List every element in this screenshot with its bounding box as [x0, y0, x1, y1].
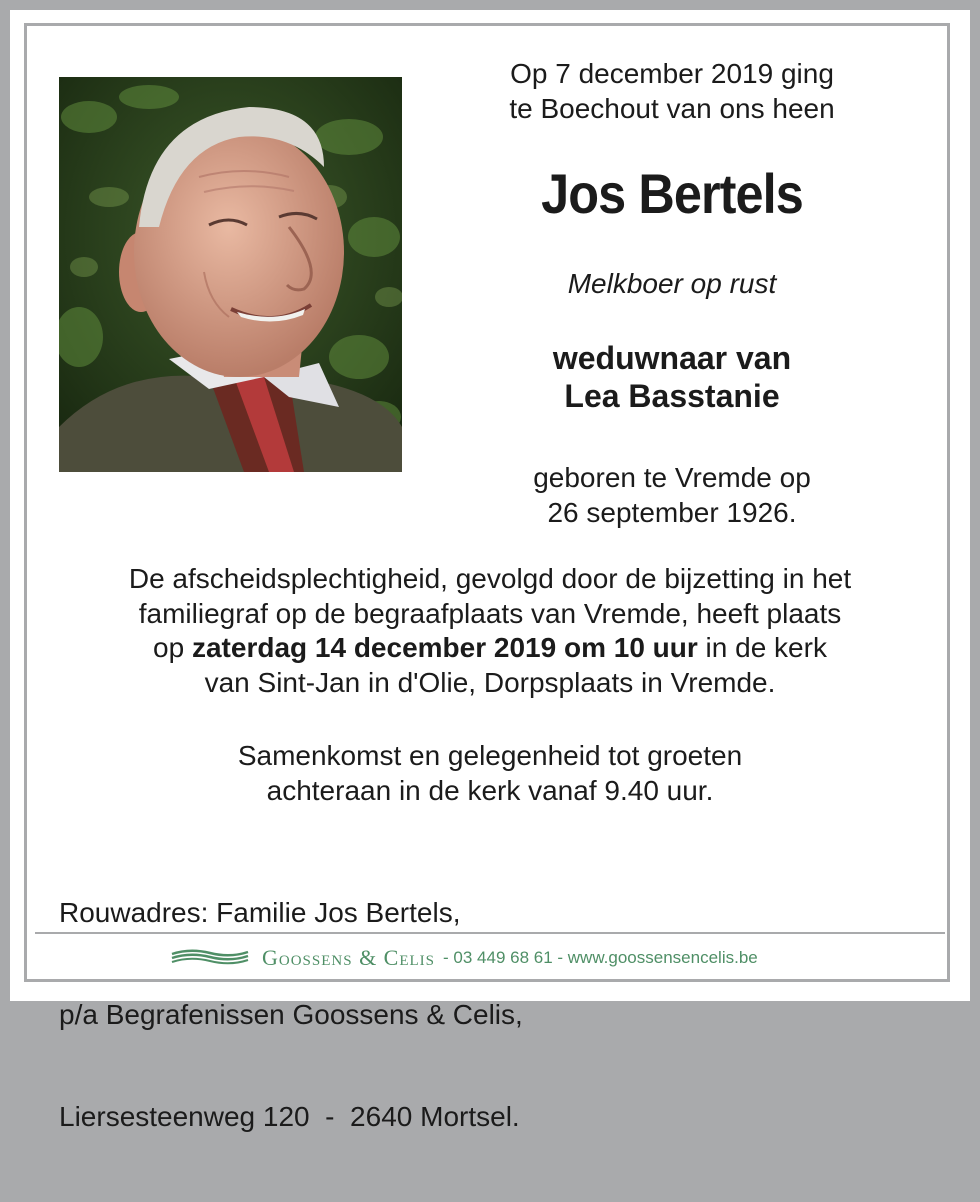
gathering-info	[30, 738, 950, 808]
widower-of	[412, 339, 932, 415]
address-line-2: p/a Begrafenissen Goossens & Celis,	[59, 999, 523, 1030]
widower-line-1: weduwnaar van	[552, 340, 792, 376]
ceremony-line-3-pre: op	[153, 632, 192, 663]
death-notice-intro	[412, 56, 932, 126]
address-line-3: Liersesteenweg 120 - 2640 Mortsel.	[59, 1101, 520, 1132]
footer-divider	[35, 932, 945, 934]
address-line-1: Rouwadres: Familie Jos Bertels,	[59, 897, 461, 928]
funeral-home-footer	[170, 943, 758, 973]
funeral-home-name: Goossens & Celis	[262, 945, 436, 970]
ceremony-info	[30, 562, 950, 700]
birth-info	[412, 460, 932, 530]
deceased-name: Jos Bertels	[541, 162, 803, 225]
born-line-1: geboren te Vremde op	[533, 462, 811, 493]
funeral-home-contact[interactable]: - 03 449 68 61 - www.goossensencelis.be	[443, 948, 758, 967]
ceremony-line-4: van Sint-Jan in d'Olie, Dorpsplaats in Vremde.	[204, 666, 776, 698]
intro-line-1: Op 7 december 2019 ging	[510, 58, 834, 89]
ceremony-line-1: De afscheidsplechtigheid, gevolgd door de bijzetting in het	[128, 563, 852, 594]
obituary-card	[10, 10, 970, 1132]
ceremony-line-3-post: in de kerk	[697, 632, 827, 663]
waves-logo-icon	[170, 946, 250, 971]
widower-line-2: Lea Basstanie	[564, 378, 780, 414]
portrait-photo	[59, 77, 402, 472]
occupation: Melkboer op rust	[567, 268, 777, 299]
ceremony-line-3	[30, 631, 950, 666]
gathering-line-2: achteraan in de kerk vanaf 9.40 uur.	[266, 775, 714, 806]
gathering-line-1: Samenkomst en gelegenheid tot groeten	[237, 740, 743, 771]
born-line-2: 26 september 1926.	[547, 497, 797, 528]
ceremony-date-time: zaterdag 14 december 2019 om 10 uur	[191, 632, 698, 663]
intro-line-2: te Boechout van ons heen	[509, 93, 835, 124]
ceremony-line-2: familiegraf op de begraafplaats van Vremde, heeft plaats	[138, 597, 842, 629]
mourning-address	[59, 828, 523, 1202]
